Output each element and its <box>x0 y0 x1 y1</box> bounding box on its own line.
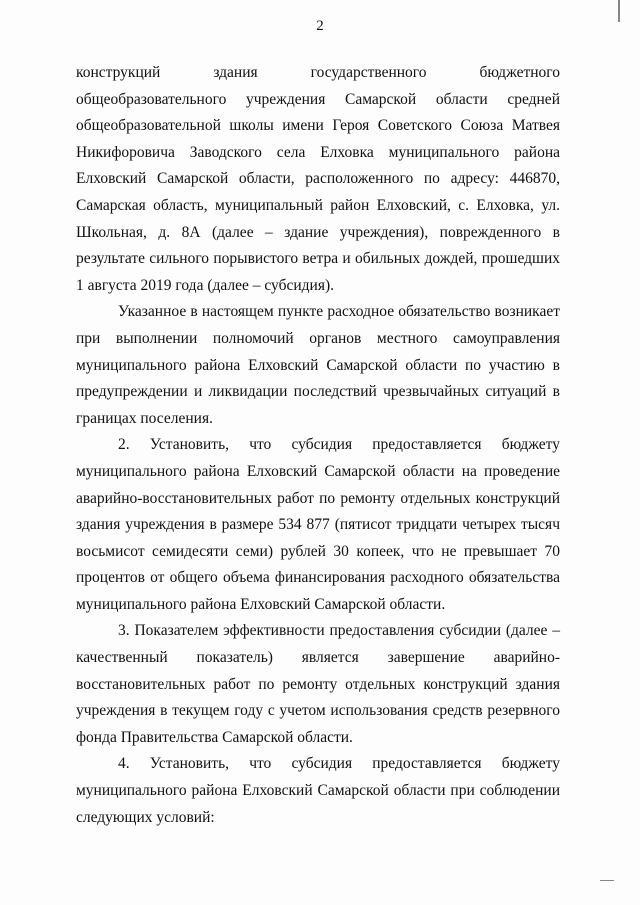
paragraph-item-4: 4. Установить, что субсидия предоставляется бюджету муниципального района Елховский Самарской области при соблюдении следующих условий: <box>76 755 560 826</box>
document-body <box>76 60 560 831</box>
scan-artifact <box>600 880 614 881</box>
paragraph-obligation: Указанное в настоящем пункте расходное обязательство возникает при выполнении полномочий органов местного самоуправления муниципального района Елховский Самарской области по участию в предупреждении и ликвидации последствий чрезвычайных ситуаций в границах поселения. <box>76 303 560 427</box>
paragraph-item-3: 3. Показателем эффективности предоставления субсидии (далее – качественный показатель) является завершение аварийно-восстановительных работ по ремонту отдельных конструкций здания учреждения в текущем году с учетом использования средств резервного фонда Правительства Самарской области. <box>76 622 560 746</box>
paragraph-continuation: конструкций здания государственного бюджетного общеобразовательного учреждения Самарской области средней общеобразовательной школы имени Героя Советского Союза Матвея Никифоровича Заводского села Елховка муниципального района Елховский Самарской области, расположенного по адресу: 446870, Самарская область, муниципальный район Елховский, с. Елховка, ул. Школьная, д. 8А (далее – здание учреждения), поврежденного в результате сильного порывистого ветра и обильных дождей, прошедших 1 августа 2019 года (далее – субсидия). <box>76 64 560 294</box>
paragraph-item-2: 2. Установить, что субсидия предоставляется бюджету муниципального района Елховский Самарской области на проведение аварийно-восстановительных работ по ремонту отдельных конструкций здания учреждения в размере 534 877 (пятисот тридцати четырех тысяч восьмисот семидесяти семи) рублей 30 копеек, что не превышает 70 процентов от общего объема финансирования расходного обязательства муниципального района Елховский Самарской области. <box>76 436 560 613</box>
scan-artifact <box>618 0 620 22</box>
page-number: 2 <box>316 18 324 34</box>
